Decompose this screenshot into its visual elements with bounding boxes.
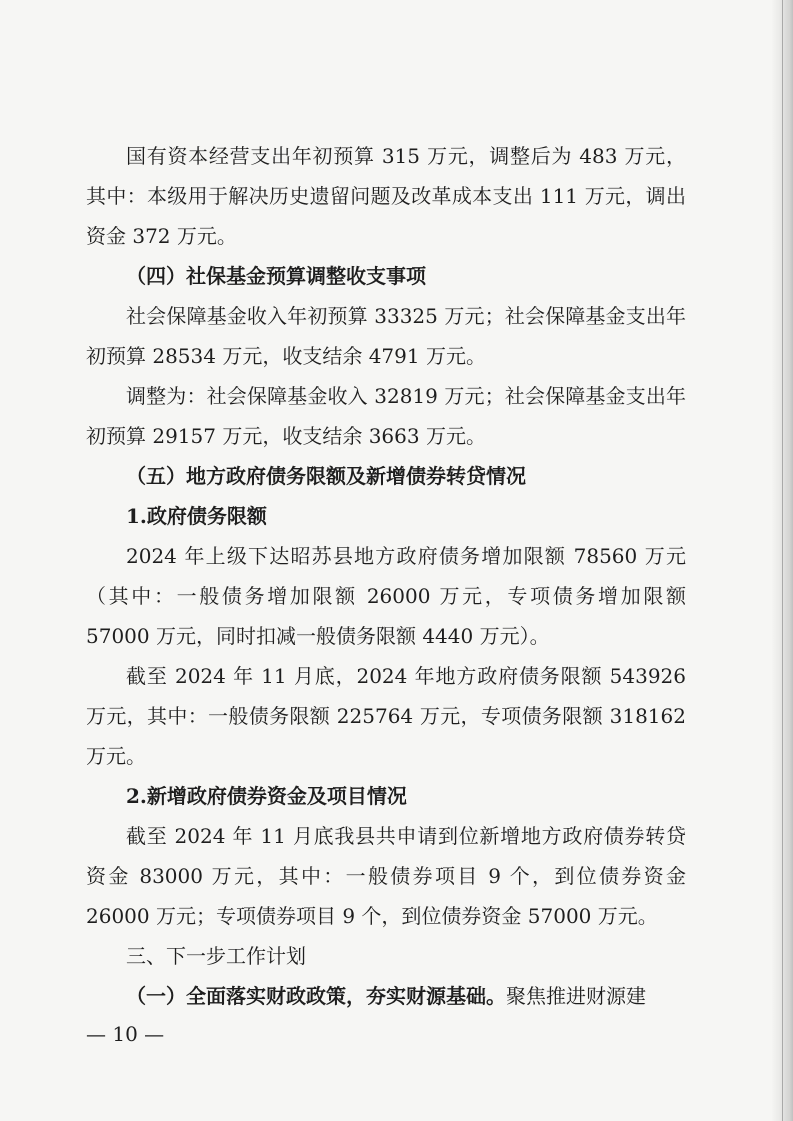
section-heading-next-steps: 三、下一步工作计划 [126, 944, 306, 968]
page-number: — 10 — [86, 1022, 165, 1046]
fiscal-policy-lead: （一）全面落实财政政策，夯实财源基础。 [126, 984, 506, 1008]
fiscal-policy-text: 聚焦推进财源建 [506, 984, 646, 1008]
paragraph-social-security-initial: 社会保障基金收入年初预算 33325 万元；社会保障基金支出年初预算 28534 万元，收支结余 4791 万元。 [86, 304, 686, 368]
subheading-debt-limit: 1.政府债务限额 [126, 504, 267, 528]
document-body [86, 136, 686, 1016]
paragraph-state-capital: 国有资本经营支出年初预算 315 万元，调整后为 483 万元，其中：本级用于解决历史遗留问题及改革成本支出 111 万元，调出资金 372 万元。 [86, 144, 686, 248]
paragraph-social-security-adjusted: 调整为：社会保障基金收入 32819 万元；社会保障基金支出年初预算 29157 万元，收支结余 3663 万元。 [86, 384, 686, 448]
subheading-new-bonds: 2.新增政府债券资金及项目情况 [126, 784, 407, 808]
heading-social-security-fund: （四）社保基金预算调整收支事项 [126, 264, 426, 288]
heading-local-debt: （五）地方政府债务限额及新增债券转贷情况 [126, 464, 526, 488]
paragraph-new-bonds: 截至 2024 年 11 月底我县共申请到位新增地方政府债券转贷资金 83000 万元，其中：一般债券项目 9 个，到位债券资金 26000 万元；专项债券项目 9 个，到位债券资金 57000 万元。 [86, 824, 686, 928]
page-edge-line [782, 0, 783, 1121]
paragraph-debt-limit-total: 截至 2024 年 11 月底，2024 年地方政府债务限额 543926 万元，其中：一般债务限额 225764 万元，专项债务限额 318162 万元。 [86, 664, 686, 768]
paragraph-fiscal-policy [86, 976, 686, 1016]
paragraph-debt-limit-increase: 2024 年上级下达昭苏县地方政府债务增加限额 78560 万元（其中：一般债务增加限额 26000 万元，专项债务增加限额 57000 万元，同时扣减一般债务限额 4440 万元）。 [86, 544, 686, 648]
